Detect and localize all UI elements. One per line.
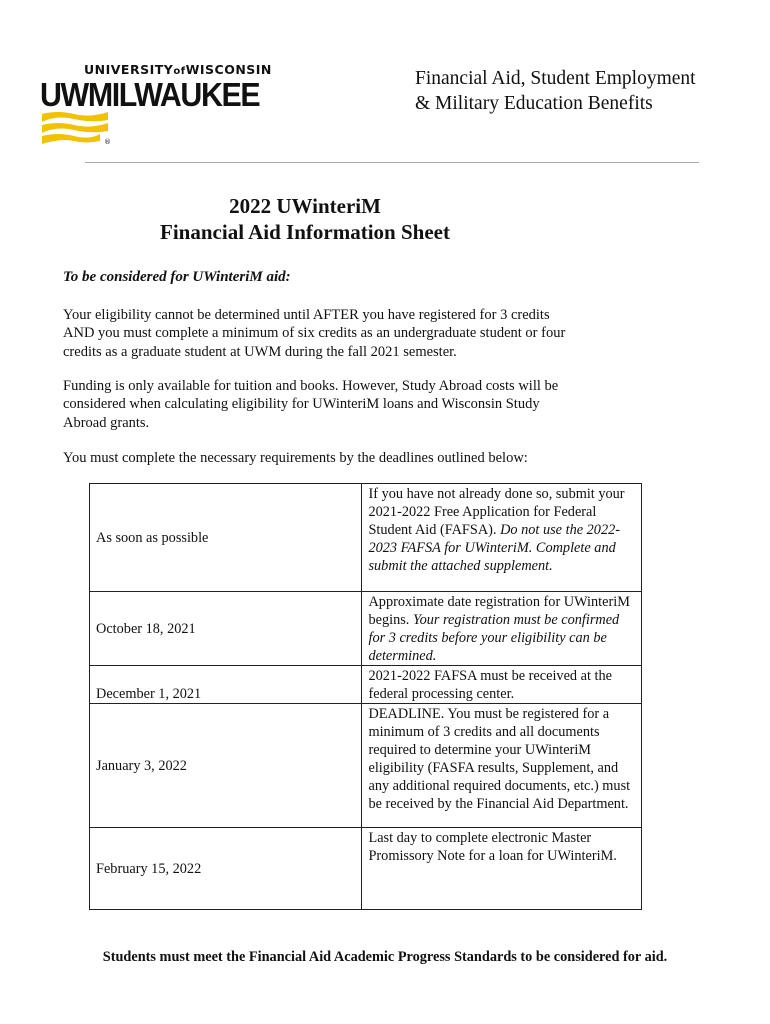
deadline-date: As soon as possible	[90, 484, 362, 592]
department-line-2: & Military Education Benefits	[415, 93, 653, 114]
subheading: To be considered for UWinteriM aid:	[63, 269, 291, 285]
deadline-date: October 18, 2021	[90, 592, 362, 666]
logo-wordmark: UWMILWAUKEE	[40, 76, 260, 113]
department-name	[415, 66, 696, 116]
header-divider	[85, 162, 699, 163]
eligibility-paragraph: Your eligibility cannot be determined until AFTER you have registered for 3 credits AND you must complete a minimum of six credits as an undergraduate student or four credits as a graduate student at UWM during the fall 2021 semester.	[63, 307, 566, 360]
registered-mark: ®	[104, 138, 111, 146]
table-row	[90, 484, 642, 592]
deadline-date: February 15, 2022	[90, 828, 362, 910]
department-line-1: Financial Aid, Student Employment	[415, 68, 696, 89]
table-row	[90, 704, 642, 828]
page-title	[120, 193, 490, 245]
deadlines-intro: You must complete the necessary requirements by the deadlines outlined below:	[63, 450, 528, 466]
title-line-2: Financial Aid Information Sheet	[160, 220, 450, 244]
uwm-logo	[40, 62, 272, 152]
table-row	[90, 592, 642, 666]
footer-note: Students must meet the Financial Aid Academic Progress Standards to be considered for aid.	[102, 949, 668, 965]
deadlines-table	[89, 483, 642, 910]
deadline-date: January 3, 2022	[90, 704, 362, 828]
title-line-1: 2022 UWinteriM	[229, 194, 381, 218]
deadline-date: December 1, 2021	[90, 666, 362, 704]
deadline-description: 2021-2022 FAFSA must be received at the federal processing center.	[362, 666, 642, 704]
deadline-description: Approximate date registration for UWinteriM begins. Your registration must be confirmed for 3 credits before your eligibility can be determined.	[362, 592, 642, 666]
funding-paragraph: Funding is only available for tuition and books. However, Study Abroad costs will be considered when calculating eligibility for UWinteriM loans and Wisconsin Study Abroad grants.	[63, 378, 559, 431]
deadline-description: Last day to complete electronic Master Promissory Note for a loan for UWinteriM.	[362, 828, 642, 910]
table-row	[90, 666, 642, 704]
table-row	[90, 828, 642, 910]
deadline-description: If you have not already done so, submit your 2021-2022 Free Application for Federal Student Aid (FAFSA). Do not use the 2022-2023 FAFSA for UWinteriM. Complete and submit the attached supplement.	[362, 484, 642, 592]
logo-university-line: UNIVERSITYofWISCONSIN	[84, 62, 272, 77]
logo-flag-icon	[40, 110, 110, 144]
deadline-description: DEADLINE. You must be registered for a minimum of 3 credits and all documents required to determine your UWinteriM eligibility (FASFA results, Supplement, and any additional required documents, etc.) must be received by the Financial Aid Department.	[362, 704, 642, 828]
